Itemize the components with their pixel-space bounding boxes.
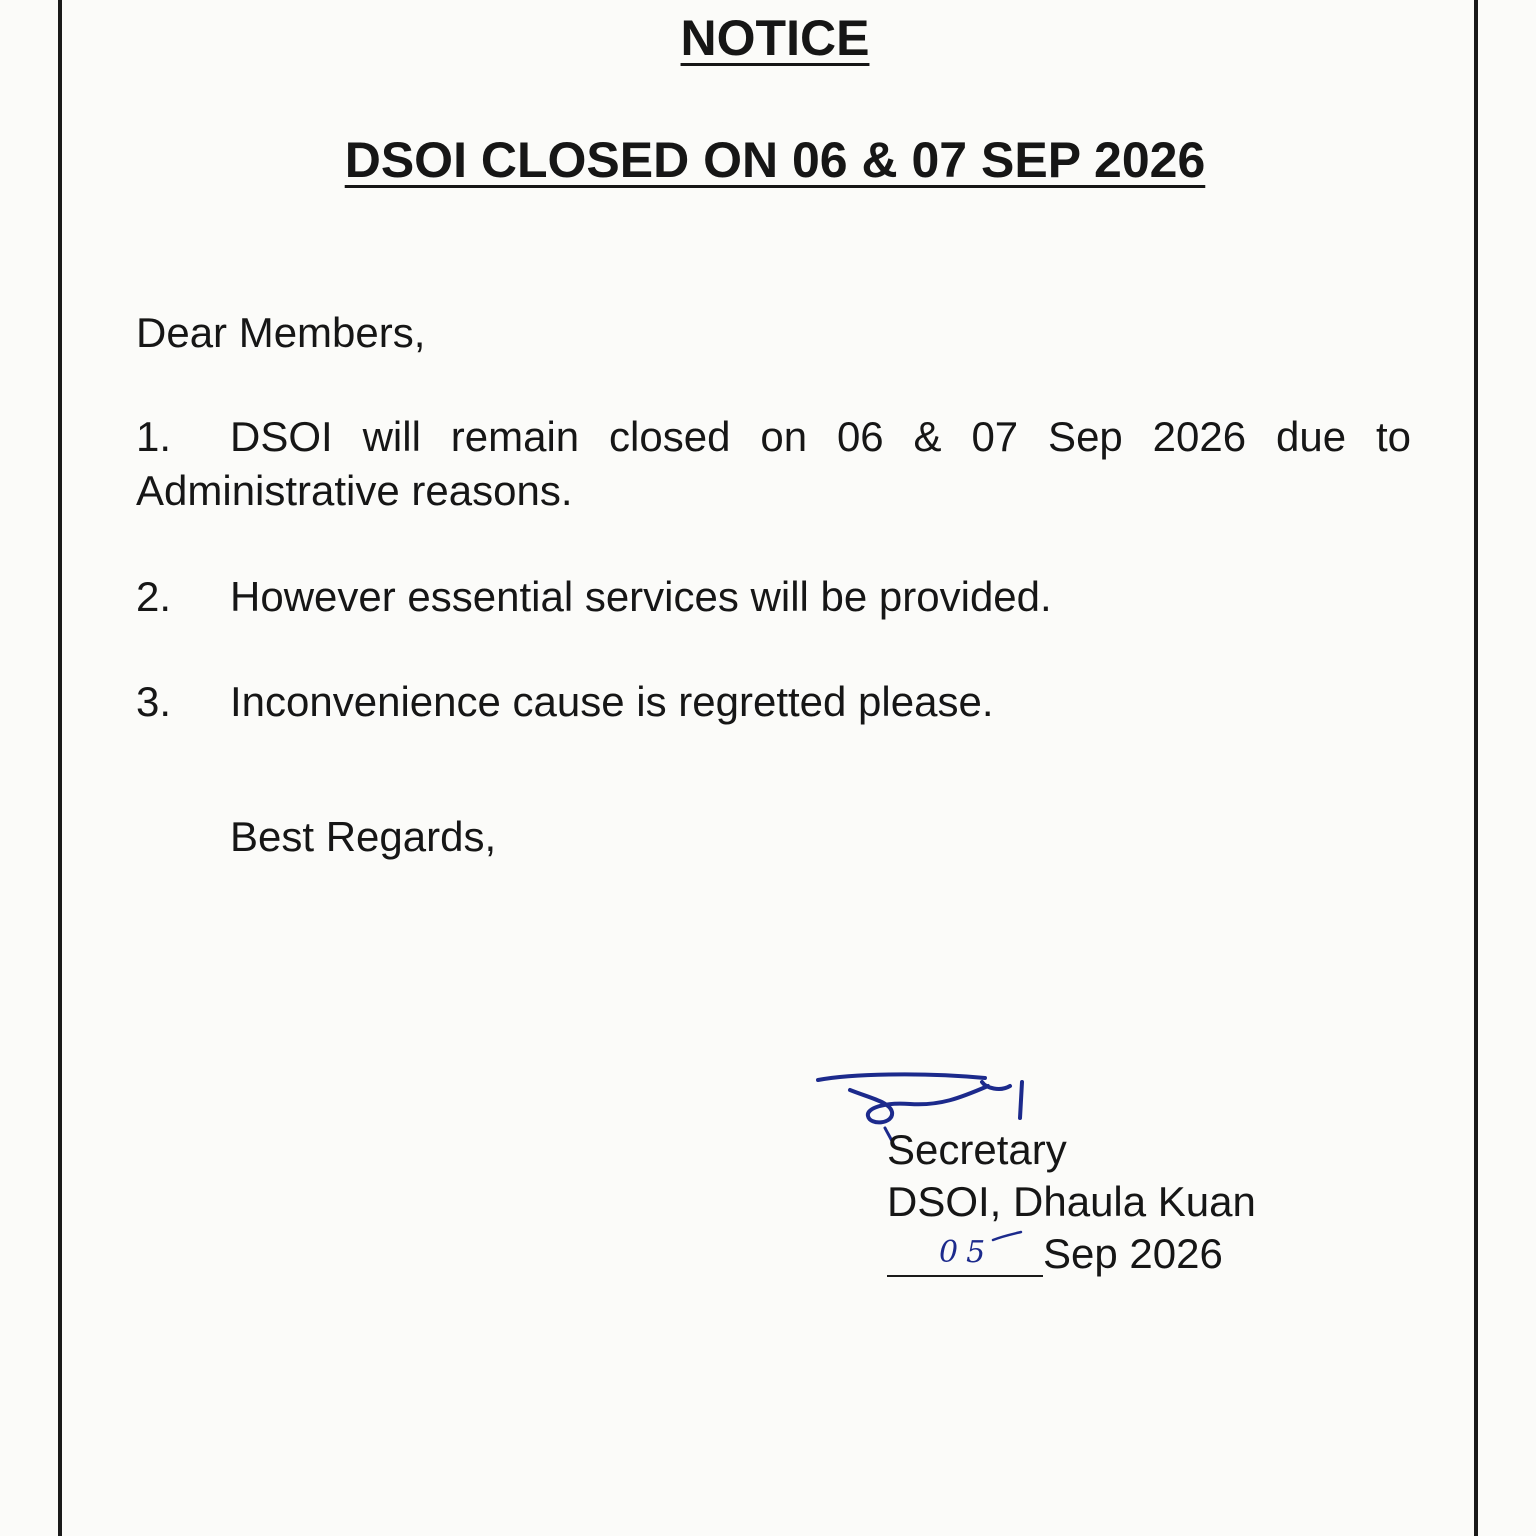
paragraph-1-line-2: Administrative reasons. [136, 467, 573, 514]
paragraph-text: However essential services will be provided. [230, 573, 1052, 620]
paragraph-1-line-1 [136, 410, 1411, 464]
signatory-role: Secretary [887, 1126, 1067, 1173]
paragraph-1 [136, 410, 1411, 518]
paragraph-number: 3. [136, 678, 172, 725]
page-border-right [1474, 0, 1478, 1536]
paragraph-3 [136, 675, 1411, 729]
paragraph-text: DSOI will remain closed on 06 & 07 Sep 2026 due to [230, 413, 1411, 460]
paragraph-number: 1. [136, 413, 172, 460]
paragraph-text: Inconvenience cause is regretted please. [230, 678, 994, 725]
handwritten-day [935, 1228, 1025, 1272]
page-border-left [58, 0, 62, 1536]
date-blank-line [887, 1275, 1043, 1277]
salutation: Dear Members, [136, 309, 426, 356]
signatory-date: Sep 2026 [1043, 1230, 1223, 1277]
notice-title: NOTICE [680, 10, 870, 66]
closing: Best Regards, [230, 813, 497, 860]
notice-subtitle: DSOI CLOSED ON 06 & 07 SEP 2026 [344, 132, 1206, 188]
paragraph-2 [136, 570, 1411, 624]
signatory-organization: DSOI, Dhaula Kuan [887, 1178, 1256, 1225]
handwritten-day-text: 05 [939, 1235, 994, 1270]
paragraph-number: 2. [136, 573, 172, 620]
